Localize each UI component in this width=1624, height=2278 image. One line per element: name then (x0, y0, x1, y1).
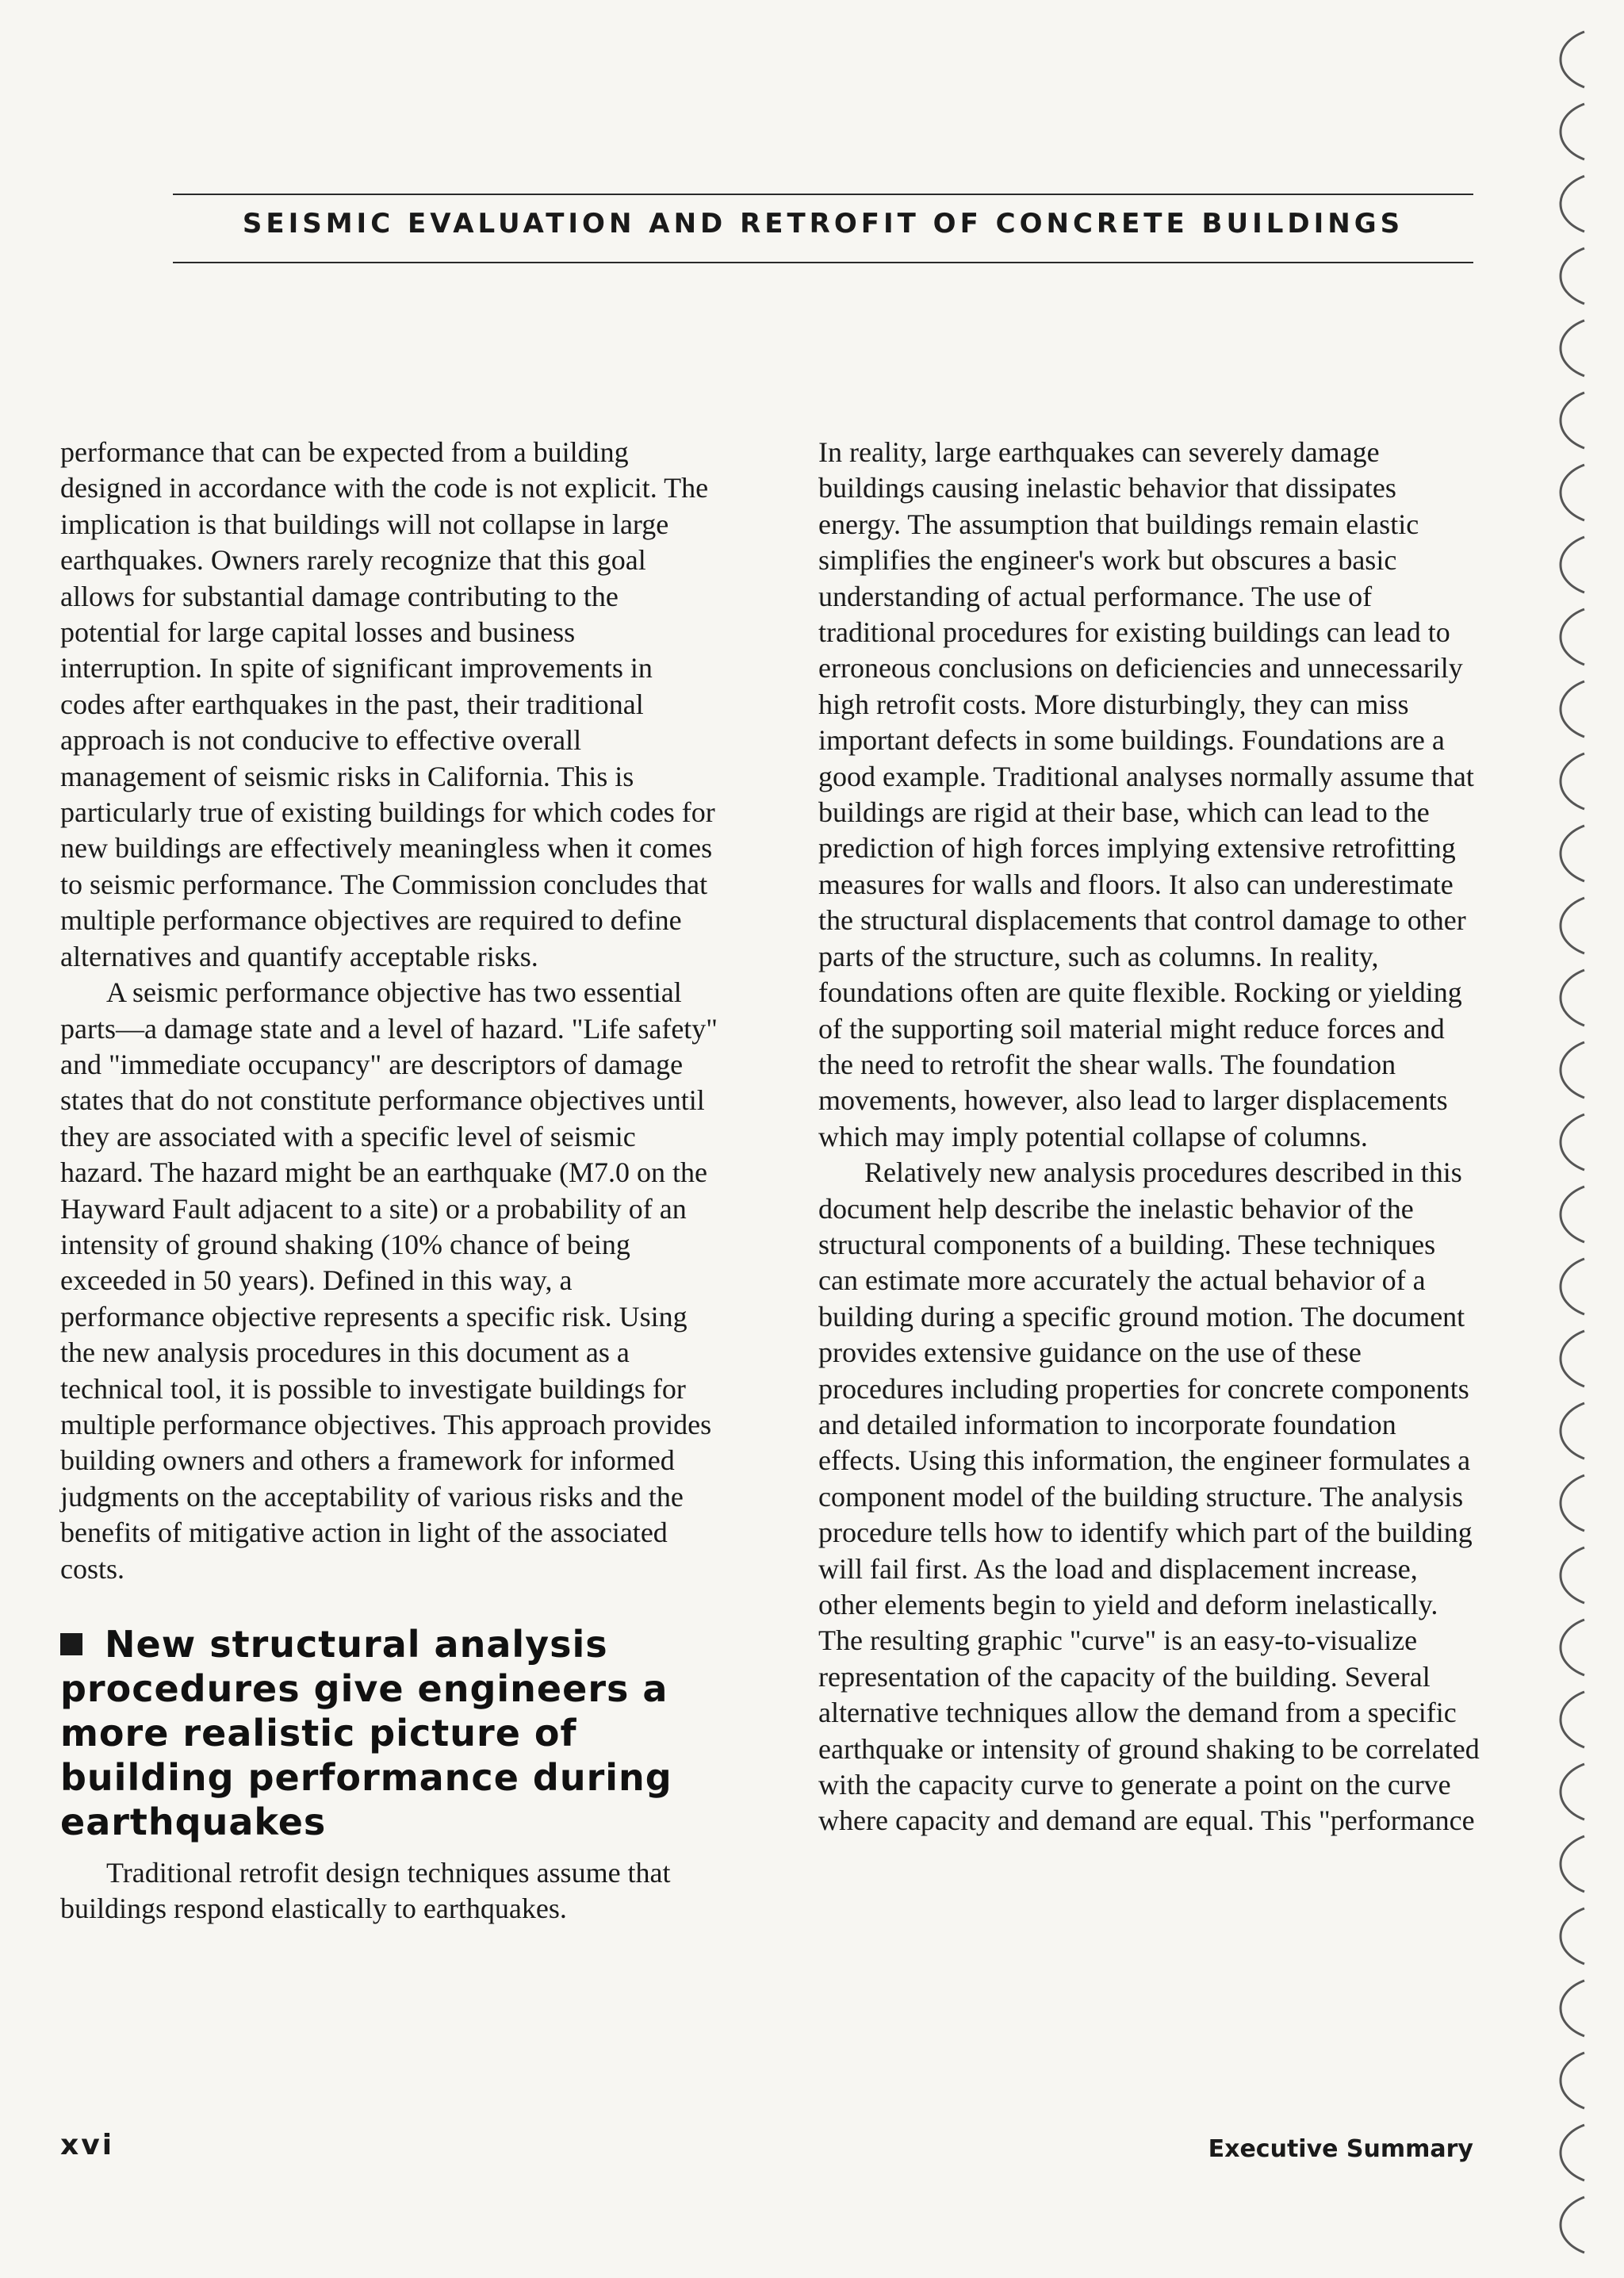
square-bullet-icon (60, 1633, 82, 1655)
binding-loop (1561, 1981, 1584, 2036)
binding-loop (1561, 2125, 1584, 2180)
binding-loop (1561, 609, 1584, 665)
binding-loop (1561, 1620, 1584, 1675)
spiral-binding-icon (1537, 0, 1624, 2278)
binding-loop (1561, 248, 1584, 304)
binding-loop (1561, 1403, 1584, 1459)
binding-loop (1561, 320, 1584, 376)
binding-loop (1561, 1042, 1584, 1098)
binding-loop (1561, 537, 1584, 593)
binding-loop (1561, 1259, 1584, 1314)
binding-loop (1561, 2053, 1584, 2108)
binding-loop (1561, 970, 1584, 1026)
binding-loop (1561, 393, 1584, 448)
binding-loop (1561, 1836, 1584, 1892)
body-paragraph: A seismic performance objective has two essential parts—a damage state and a level of hazard. "Life safety" and "immediate occupancy" are descriptors of damage states that do not constitute performance objectives until they are associated with a specific level of seismic hazard. The hazard might be an earthquake (M7.0 on the Hayward Fault adjacent to a site) or a probability of an intensity of ground shaking (10% chance of being exceeded in 50 years). Defined in this way, a performance objective represents a specific risk. Using the new analysis procedures in this document as a technical tool, it is possible to investigate buildings for multiple performance objectives. This approach provides building owners and others a framework for informed judgments on the acceptability of various risks and the benefits of mitigative action in light of the associated costs. (60, 976, 718, 1585)
binding-loop (1561, 32, 1584, 87)
header-rule-top (173, 194, 1473, 195)
left-column (60, 435, 718, 1927)
header-rule-bottom (173, 262, 1473, 263)
page-number: xvi (60, 2129, 115, 2161)
binding-loop (1561, 1187, 1584, 1242)
body-paragraph: Relatively new analysis procedures described in this document help describe the inelastic behavior of the structural components of a building. These techniques can estimate more accurately the actual behavior of a building during a specific ground motion. The document provides extensive guidance on the use of these procedures including properties for concrete components and detailed information to incorporate foundation effects. Using this information, the engineer formulates a component model of the building structure. The analysis procedure tells how to identify which part of the building will fail first. As the load and displacement increase, other elements begin to yield and deform inelastically. The resulting graphic "curve" is an easy-to-visualize representation of the capacity of the building. Several alternative techniques allow the demand from a specific earthquake or intensity of ground shaking to be correlated with the capacity curve to generate a point on the curve where capacity and demand are equal. This "performance (818, 1156, 1480, 1837)
section-heading (60, 1622, 718, 1844)
binding-loop (1561, 1331, 1584, 1386)
binding-loop (1561, 1764, 1584, 1820)
running-header: SEISMIC EVALUATION AND RETROFIT OF CONCRETE BUILDINGS (242, 208, 1404, 240)
binding-loop (1561, 898, 1584, 953)
binding-loop (1561, 465, 1584, 520)
binding-loop (1561, 1114, 1584, 1170)
binding-loop (1561, 1908, 1584, 1964)
binding-loop (1561, 2197, 1584, 2253)
binding-loop (1561, 681, 1584, 737)
section-heading-text: New structural analysis procedures give engineers a more realistic picture of building performance during earthquakes (60, 1623, 672, 1843)
right-column (818, 435, 1481, 1839)
binding-loop (1561, 104, 1584, 159)
binding-loop (1561, 826, 1584, 881)
binding-loop (1561, 754, 1584, 809)
binding-loop (1561, 1692, 1584, 1747)
footer-section-label: Executive Summary (1208, 2135, 1473, 2163)
binding-loop (1561, 1475, 1584, 1531)
body-paragraph: performance that can be expected from a building designed in accordance with the code is not explicit. The implication is that buildings will not collapse in large earthquakes. Owners rarely recognize that this goal allows for substantial damage contributing to the potential for large capital losses and business interruption. In spite of significant improvements in codes after earthquakes in the past, their traditional approach is not conducive to effective overall management of seismic risks in California. This is particularly true of existing buildings for which codes for new buildings are effectively meaningless when it comes to seismic performance. The Commission concludes that multiple performance objectives are required to define alternatives and quantify acceptable risks. (60, 436, 715, 972)
binding-loop (1561, 1547, 1584, 1603)
body-paragraph: In reality, large earthquakes can severely damage buildings causing inelastic behavior that dissipates energy. The assumption that buildings remain elastic simplifies the engineer's work but obscures a basic understanding of actual performance. The use of traditional procedures for existing buildings can lead to erroneous conclusions on deficiencies and unnecessarily high retrofit costs. More disturbingly, they can miss important defects in some buildings. Foundations are a good example. Traditional analyses normally assume that buildings are rigid at their base, which can lead to the prediction of high forces implying extensive retrofitting measures for walls and floors. It also can underestimate the structural displacements that control damage to other parts of the structure, such as columns. In reality, foundations often are quite flexible. Rocking or yielding of the supporting soil material might reduce forces and the need to retrofit the shear walls. The foundation movements, however, also lead to larger displacements which may imply potential collapse of columns. (818, 436, 1474, 1152)
body-paragraph: Traditional retrofit design techniques assume that buildings respond elastically to earthquakes. (60, 1857, 671, 1925)
binding-loop (1561, 176, 1584, 232)
